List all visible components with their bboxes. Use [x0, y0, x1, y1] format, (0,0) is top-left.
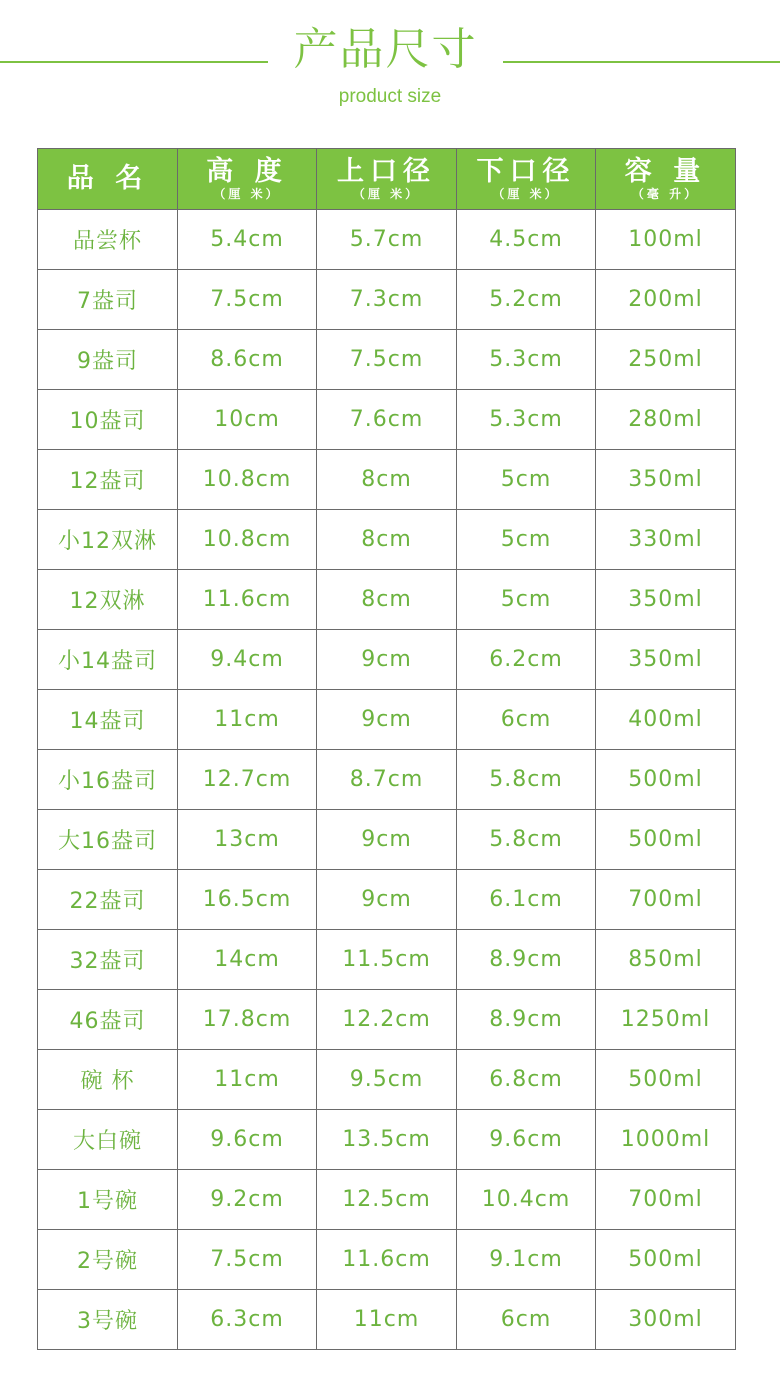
- cell-capacity: 350ml: [596, 570, 736, 630]
- table-header-row: [38, 149, 736, 210]
- table-row: [38, 1050, 736, 1110]
- cell-name: 大白碗: [38, 1110, 178, 1170]
- cell-name: 12双淋: [38, 570, 178, 630]
- cell-height: 10cm: [178, 390, 317, 450]
- table-row: [38, 750, 736, 810]
- cell-height: 9.4cm: [178, 630, 317, 690]
- cell-bottom-diameter: 5.3cm: [457, 390, 596, 450]
- cell-bottom-diameter: 4.5cm: [457, 210, 596, 270]
- cell-capacity: 850ml: [596, 930, 736, 990]
- title-rule-left: [0, 61, 268, 63]
- cell-capacity: 100ml: [596, 210, 736, 270]
- cell-bottom-diameter: 6cm: [457, 690, 596, 750]
- cell-bottom-diameter: 5cm: [457, 570, 596, 630]
- table-row: [38, 210, 736, 270]
- cell-bottom-diameter: 5.8cm: [457, 750, 596, 810]
- table-row: [38, 990, 736, 1050]
- cell-height: 10.8cm: [178, 450, 317, 510]
- cell-capacity: 200ml: [596, 270, 736, 330]
- cell-top-diameter: 8cm: [317, 450, 457, 510]
- cell-name: 12盎司: [38, 450, 178, 510]
- cell-capacity: 350ml: [596, 630, 736, 690]
- cell-name: 7盎司: [38, 270, 178, 330]
- table-body: [38, 210, 736, 1350]
- cell-capacity: 500ml: [596, 1050, 736, 1110]
- cell-top-diameter: 9cm: [317, 630, 457, 690]
- cell-capacity: 700ml: [596, 870, 736, 930]
- cell-name: 小12双淋: [38, 510, 178, 570]
- cell-name: 22盎司: [38, 870, 178, 930]
- cell-bottom-diameter: 5.8cm: [457, 810, 596, 870]
- header-label: 上口径: [337, 156, 436, 187]
- header-bottom-diameter: [457, 149, 596, 210]
- table-row: [38, 570, 736, 630]
- cell-height: 13cm: [178, 810, 317, 870]
- cell-name: 小14盎司: [38, 630, 178, 690]
- table-row: [38, 690, 736, 750]
- cell-bottom-diameter: 9.6cm: [457, 1110, 596, 1170]
- header-label: 容 量: [624, 156, 707, 187]
- cell-name: 碗 杯: [38, 1050, 178, 1110]
- cell-bottom-diameter: 5cm: [457, 450, 596, 510]
- cell-top-diameter: 5.7cm: [317, 210, 457, 270]
- cell-top-diameter: 9.5cm: [317, 1050, 457, 1110]
- table-row: [38, 930, 736, 990]
- title-section: [0, 0, 780, 140]
- cell-name: 9盎司: [38, 330, 178, 390]
- cell-bottom-diameter: 5cm: [457, 510, 596, 570]
- cell-height: 16.5cm: [178, 870, 317, 930]
- cell-bottom-diameter: 5.2cm: [457, 270, 596, 330]
- table-row: [38, 1290, 736, 1350]
- cell-top-diameter: 13.5cm: [317, 1110, 457, 1170]
- header-height: [178, 149, 317, 210]
- cell-capacity: 280ml: [596, 390, 736, 450]
- cell-top-diameter: 9cm: [317, 810, 457, 870]
- cell-capacity: 330ml: [596, 510, 736, 570]
- table-row: [38, 330, 736, 390]
- cell-bottom-diameter: 8.9cm: [457, 990, 596, 1050]
- cell-top-diameter: 7.6cm: [317, 390, 457, 450]
- cell-height: 7.5cm: [178, 270, 317, 330]
- cell-top-diameter: 11cm: [317, 1290, 457, 1350]
- cell-height: 7.5cm: [178, 1230, 317, 1290]
- cell-name: 小16盎司: [38, 750, 178, 810]
- cell-height: 11cm: [178, 1050, 317, 1110]
- cell-top-diameter: 9cm: [317, 870, 457, 930]
- table-row: [38, 390, 736, 450]
- table-row: [38, 1170, 736, 1230]
- cell-capacity: 700ml: [596, 1170, 736, 1230]
- header-name: [38, 149, 178, 210]
- cell-name: 46盎司: [38, 990, 178, 1050]
- cell-height: 11cm: [178, 690, 317, 750]
- cell-top-diameter: 7.5cm: [317, 330, 457, 390]
- cell-name: 1号碗: [38, 1170, 178, 1230]
- cell-height: 9.2cm: [178, 1170, 317, 1230]
- cell-top-diameter: 9cm: [317, 690, 457, 750]
- cell-bottom-diameter: 8.9cm: [457, 930, 596, 990]
- cell-bottom-diameter: 10.4cm: [457, 1170, 596, 1230]
- cell-name: 10盎司: [38, 390, 178, 450]
- table-row: [38, 510, 736, 570]
- cell-top-diameter: 8.7cm: [317, 750, 457, 810]
- cell-top-diameter: 8cm: [317, 570, 457, 630]
- cell-height: 14cm: [178, 930, 317, 990]
- cell-name: 品尝杯: [38, 210, 178, 270]
- table-row: [38, 810, 736, 870]
- cell-height: 10.8cm: [178, 510, 317, 570]
- cell-capacity: 500ml: [596, 810, 736, 870]
- cell-capacity: 1250ml: [596, 990, 736, 1050]
- header-unit: （厘 米）: [492, 187, 560, 201]
- cell-height: 17.8cm: [178, 990, 317, 1050]
- cell-capacity: 300ml: [596, 1290, 736, 1350]
- table-row: [38, 630, 736, 690]
- cell-capacity: 500ml: [596, 750, 736, 810]
- cell-name: 14盎司: [38, 690, 178, 750]
- cell-capacity: 1000ml: [596, 1110, 736, 1170]
- cell-height: 9.6cm: [178, 1110, 317, 1170]
- cell-name: 32盎司: [38, 930, 178, 990]
- cell-height: 6.3cm: [178, 1290, 317, 1350]
- cell-top-diameter: 7.3cm: [317, 270, 457, 330]
- table-row: [38, 450, 736, 510]
- cell-capacity: 500ml: [596, 1230, 736, 1290]
- table-row: [38, 1230, 736, 1290]
- cell-capacity: 250ml: [596, 330, 736, 390]
- cell-name: 大16盎司: [38, 810, 178, 870]
- cell-top-diameter: 12.5cm: [317, 1170, 457, 1230]
- size-table: [37, 148, 736, 1350]
- page-subtitle: product size: [338, 86, 442, 107]
- cell-bottom-diameter: 6.2cm: [457, 630, 596, 690]
- title-rule-right: [503, 61, 780, 63]
- cell-top-diameter: 8cm: [317, 510, 457, 570]
- cell-name: 3号碗: [38, 1290, 178, 1350]
- table-row: [38, 1110, 736, 1170]
- table-row: [38, 270, 736, 330]
- cell-top-diameter: 11.5cm: [317, 930, 457, 990]
- header-label: 品 名: [66, 163, 149, 194]
- header-label: 高 度: [206, 156, 288, 187]
- cell-capacity: 400ml: [596, 690, 736, 750]
- cell-bottom-diameter: 6.1cm: [457, 870, 596, 930]
- cell-top-diameter: 11.6cm: [317, 1230, 457, 1290]
- cell-bottom-diameter: 5.3cm: [457, 330, 596, 390]
- cell-name: 2号碗: [38, 1230, 178, 1290]
- cell-bottom-diameter: 9.1cm: [457, 1230, 596, 1290]
- page-title: 产品尺寸: [293, 24, 478, 75]
- cell-bottom-diameter: 6cm: [457, 1290, 596, 1350]
- cell-top-diameter: 12.2cm: [317, 990, 457, 1050]
- cell-bottom-diameter: 6.8cm: [457, 1050, 596, 1110]
- header-unit: （毫 升）: [631, 187, 700, 201]
- header-unit: （厘 米）: [352, 187, 421, 201]
- header-capacity: [596, 149, 736, 210]
- cell-height: 12.7cm: [178, 750, 317, 810]
- header-label: 下口径: [476, 156, 576, 187]
- cell-height: 11.6cm: [178, 570, 317, 630]
- header-unit: （厘 米）: [213, 187, 281, 201]
- table-row: [38, 870, 736, 930]
- cell-height: 8.6cm: [178, 330, 317, 390]
- cell-capacity: 350ml: [596, 450, 736, 510]
- header-top-diameter: [317, 149, 457, 210]
- cell-height: 5.4cm: [178, 210, 317, 270]
